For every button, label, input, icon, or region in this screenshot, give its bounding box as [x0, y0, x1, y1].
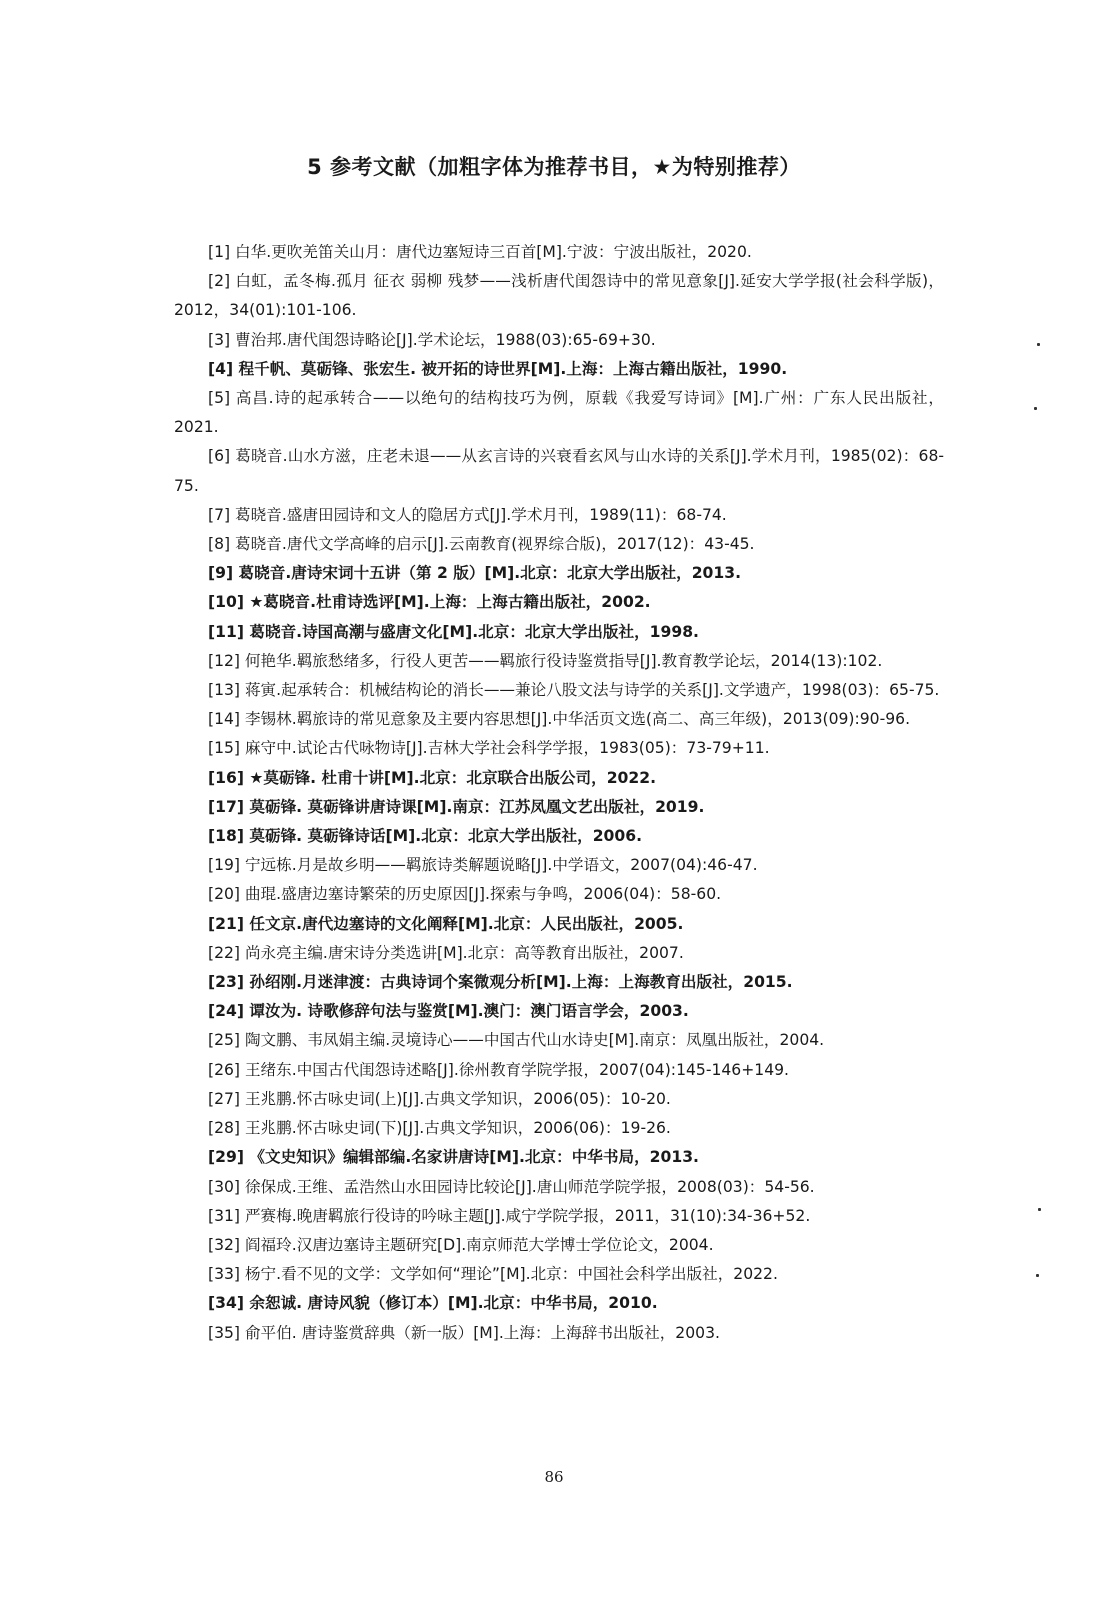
- reference-entry: [12] 何艳华.羁旅愁绪多，行役人更苦——羁旅行役诗鉴赏指导[J].教育教学论坛，2014(13):102.: [208, 651, 883, 670]
- reference-entry: [22] 尚永亮主编.唐宋诗分类选讲[M].北京：高等教育出版社，2007.: [208, 943, 684, 962]
- section-title: 5 参考文献（加粗字体为推荐书目，★为特别推荐）: [307, 155, 801, 179]
- reference-entry: [8] 葛晓音.唐代文学高峰的启示[J].云南教育(视界综合版)，2017(12)：43-45.: [208, 535, 755, 554]
- reference-entry: [35] 俞平伯. 唐诗鉴赏辞典（新一版）[M].上海：上海辞书出版社，2003.: [208, 1323, 720, 1342]
- reference-entry: [26] 王绪东.中国古代闺怨诗述略[J].徐州教育学院学报，2007(04):145-146+149.: [208, 1060, 790, 1079]
- reference-entry: [11] 葛晓音.诗国高潮与盛唐文化[M].北京：北京大学出版社，1998.: [208, 622, 699, 641]
- reference-entry: [25] 陶文鹏、韦凤娟主编.灵境诗心——中国古代山水诗史[M].南京：凤凰出版社，2004.: [208, 1031, 825, 1050]
- reference-entry: [23] 孙绍刚.月迷津渡：古典诗词个案微观分析[M].上海：上海教育出版社，2015.: [208, 973, 793, 992]
- reference-entry: [1] 白华.更吹羌笛关山月：唐代边塞短诗三百首[M].宁波：宁波出版社，2020.: [208, 243, 752, 261]
- reference-entry: [13] 蒋寅.起承转合：机械结构论的消长——兼论八股文法与诗学的关系[J].文学遗产，1998(03)：65-75.: [208, 681, 940, 700]
- scan-speck: [1038, 1208, 1041, 1211]
- page-number: 86: [544, 1468, 564, 1486]
- reference-entry: [20] 曲琨.盛唐边塞诗繁荣的历史原因[J].探索与争鸣，2006(04)：58-60.: [208, 885, 722, 904]
- reference-entry: [3] 曹治邦.唐代闺怨诗略论[J].学术论坛，1988(03):65-69+30.: [208, 330, 656, 349]
- reference-entry: [28] 王兆鹏.怀古咏史词(下)[J].古典文学知识，2006(06)：19-26.: [208, 1119, 671, 1138]
- reference-entry: [17] 莫砺锋. 莫砺锋讲唐诗课[M].南京：江苏凤凰文艺出版社，2019.: [208, 797, 705, 816]
- reference-entry: [19] 宁远栋.月是故乡明——羁旅诗类解题说略[J].中学语文，2007(04):46-47.: [208, 856, 758, 875]
- reference-entry: [14] 李锡林.羁旅诗的常见意象及主要内容思想[J].中华活页文选(高二、高三年级)，2013(09):90-96.: [208, 710, 911, 729]
- reference-entry: [2] 白虹，孟冬梅.孤月 征衣 弱柳 残梦——浅析唐代闺怨诗中的常见意象[J].延安大学学报(社会科学版)，2012，34(01):101-106.: [174, 272, 944, 320]
- reference-entry: [33] 杨宁.看不见的文学：文学如何“理论”[M].北京：中国社会科学出版社，2022.: [208, 1265, 778, 1284]
- reference-entry: [6] 葛晓音.山水方滋，庄老未退——从玄言诗的兴衰看玄风与山水诗的关系[J].学术月刊，1985(02)：68-75.: [174, 447, 944, 495]
- reference-entry: [15] 麻守中.试论古代咏物诗[J].吉林大学社会科学学报，1983(05)：73-79+11.: [208, 739, 770, 758]
- reference-entry: [27] 王兆鹏.怀古咏史词(上)[J].古典文学知识，2006(05)：10-20.: [208, 1089, 671, 1108]
- reference-entry: [30] 徐保成.王维、孟浩然山水田园诗比较论[J].唐山师范学院学报，2008(03)：54-56.: [208, 1177, 815, 1196]
- scan-speck: [1034, 407, 1037, 410]
- reference-entry: [10] ★葛晓音.杜甫诗选评[M].上海：上海古籍出版社，2002.: [208, 593, 651, 612]
- reference-entry: [7] 葛晓音.盛唐田园诗和文人的隐居方式[J].学术月刊，1989(11)：68-74.: [208, 505, 727, 524]
- reference-entry: [5] 高昌.诗的起承转合——以绝句的结构技巧为例，原载《我爱写诗词》[M].广州：广东人民出版社，2021.: [174, 389, 944, 437]
- scan-speck: [1037, 343, 1040, 346]
- reference-entry: [4] 程千帆、莫砺锋、张宏生. 被开拓的诗世界[M].上海：上海古籍出版社，1990.: [208, 359, 788, 378]
- reference-list: [174, 238, 944, 1348]
- reference-entry: [18] 莫砺锋. 莫砺锋诗话[M].北京：北京大学出版社，2006.: [208, 827, 643, 846]
- reference-entry: [16] ★莫砺锋. 杜甫十讲[M].北京：北京联合出版公司，2022.: [208, 768, 657, 787]
- reference-entry: [34] 余恕诚. 唐诗风貌（修订本）[M].北京：中华书局，2010.: [208, 1294, 658, 1313]
- reference-entry: [21] 任文京.唐代边塞诗的文化阐释[M].北京：人民出版社，2005.: [208, 914, 684, 933]
- reference-entry: [31] 严赛梅.晚唐羁旅行役诗的吟咏主题[J].咸宁学院学报，2011，31(10):34-36+52.: [208, 1206, 811, 1225]
- reference-entry: [9] 葛晓音.唐诗宋词十五讲（第 2 版）[M].北京：北京大学出版社，2013.: [208, 564, 742, 583]
- scan-speck: [1036, 1274, 1039, 1277]
- reference-entry: [24] 谭汝为. 诗歌修辞句法与鉴赏[M].澳门：澳门语言学会，2003.: [208, 1002, 689, 1021]
- reference-entry: [32] 阎福玲.汉唐边塞诗主题研究[D].南京师范大学博士学位论文，2004.: [208, 1235, 714, 1254]
- reference-entry: [29] 《文史知识》编辑部编.名家讲唐诗[M].北京：中华书局，2013.: [208, 1148, 699, 1167]
